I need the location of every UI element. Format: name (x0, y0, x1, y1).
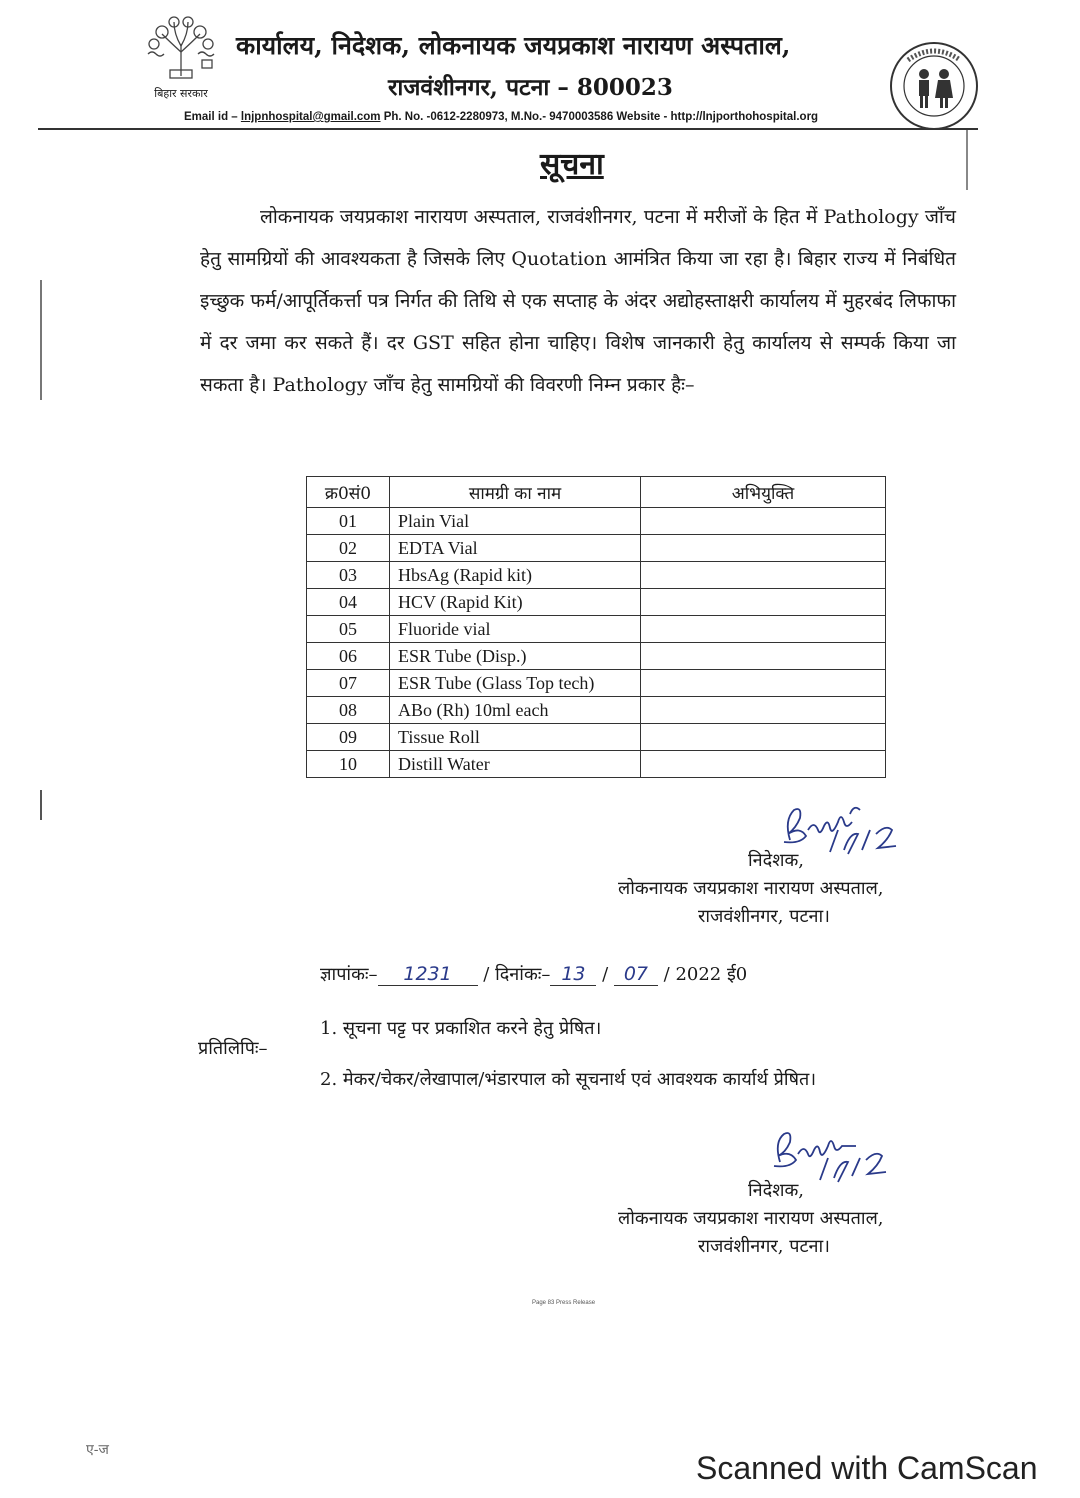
date-year: / 2022 ई0 (663, 964, 748, 985)
signatory-designation-2: निदेशक, (748, 1180, 804, 1201)
cell-remark (641, 535, 886, 562)
cell-item-name: ABo (Rh) 10ml each (390, 697, 641, 724)
cell-serial: 04 (307, 589, 390, 616)
cell-item-name: ESR Tube (Glass Top tech) (390, 670, 641, 697)
ref-label: ज्ञापांकः– (320, 964, 378, 985)
reference-line: ज्ञापांकः– 1231 / दिनांकः– 13 / 07 / 2022 ई0 (320, 963, 748, 985)
national-health-mission-logo-icon (888, 40, 980, 132)
cell-item-name: Distill Water (390, 751, 641, 778)
cell-serial: 03 (307, 562, 390, 589)
camscanner-watermark: Scanned with CamScan (696, 1450, 1038, 1486)
col-header-item-name: सामग्री का नाम (390, 477, 641, 508)
office-title-line2: राजवंशीनगर, पटना – 800023 (388, 74, 673, 101)
scan-edge-mark (40, 790, 42, 820)
signatory-office-1: लोकनायक जयप्रकाश नारायण अस्पताल, (618, 878, 884, 899)
bodhi-tree-emblem-icon (140, 14, 222, 84)
email-link[interactable]: lnjpnhospital@gmail.com (240, 111, 381, 123)
cell-item-name: EDTA Vial (390, 535, 641, 562)
table-header-row (307, 477, 886, 508)
date-month: 07 (614, 963, 658, 986)
cell-item-name: Plain Vial (390, 508, 641, 535)
signatory-designation-1: निदेशक, (748, 850, 804, 871)
contact-line (184, 111, 818, 123)
items-table (306, 476, 886, 778)
contact-details: Ph. No. -0612-2280973, M.No.- 9470003586 Website - http://lnjporthohospital.org (380, 111, 819, 123)
cell-remark (641, 697, 886, 724)
col-header-remark: अभियुक्ति (641, 477, 886, 508)
cell-item-name: Fluoride vial (390, 616, 641, 643)
date-label: / दिनांकः– (483, 964, 551, 985)
table-row (307, 670, 886, 697)
signatory-city-1: राजवंशीनगर, पटना। (698, 906, 830, 927)
header-divider (38, 128, 978, 130)
table-row (307, 562, 886, 589)
copy-to-label: प्रतिलिपिः– (198, 1038, 268, 1059)
signatory-city-2: राजवंशीनगर, पटना। (698, 1236, 830, 1257)
cell-remark (641, 562, 886, 589)
cell-remark (641, 508, 886, 535)
signatory-office-2: लोकनायक जयप्रकाश नारायण अस्पताल, (618, 1208, 884, 1229)
copy-to-item-1: 1. सूचना पट्ट पर प्रकाशित करने हेतु प्रेषित। (320, 1018, 602, 1039)
cell-serial: 08 (307, 697, 390, 724)
scan-corner-mark: ए-ज (86, 1442, 109, 1458)
cell-remark (641, 616, 886, 643)
bihar-government-label: बिहार सरकार (154, 87, 208, 100)
scan-edge-mark (40, 280, 42, 400)
cell-item-name: HbsAg (Rapid kit) (390, 562, 641, 589)
cell-serial: 10 (307, 751, 390, 778)
office-title-line1: कार्यालय, निदेशक, लोकनायक जयप्रकाश नारायण अस्पताल, (236, 31, 791, 60)
cell-item-name: ESR Tube (Disp.) (390, 643, 641, 670)
notice-title: सूचना (540, 147, 604, 182)
table-row (307, 724, 886, 751)
date-day: 13 (550, 963, 596, 986)
cell-remark (641, 670, 886, 697)
cell-serial: 07 (307, 670, 390, 697)
table-row (307, 508, 886, 535)
cell-remark (641, 589, 886, 616)
cell-serial: 02 (307, 535, 390, 562)
table-row (307, 589, 886, 616)
cell-remark (641, 751, 886, 778)
page-footer-note: Page 83 Press Release (532, 1300, 596, 1306)
table-row (307, 616, 886, 643)
notice-paragraph-text: लोकनायक जयप्रकाश नारायण अस्पताल, राजवंशीनगर, पटना में मरीजों के हित में Pathology जाँच हेतु सामग्रियों की आवश्यकता है जिसके लिए Quotation आमंत्रित किया जा रहा है। बिहार राज्य में निबंधित इच्छुक फर्म/आपूर्तिकर्त्ता पत्र निर्गत की तिथि से एक सप्ताह के अंदर अद्योहस्ताक्षरी कार्यालय में मुहरबंद लिफाफा में दर जमा कर सकते हैं। दर GST सहित होना चाहिए। विशेष जानकारी हेतु कार्यालय से सम्पर्क किया जा सकता है। Pathology जाँच हेतु सामग्रियों की विवरणी निम्न प्रकार हैः– (200, 206, 956, 396)
table-row (307, 535, 886, 562)
cell-item-name: Tissue Roll (390, 724, 641, 751)
notice-paragraph (200, 196, 956, 406)
col-header-serial: क्र0सं0 (307, 477, 390, 508)
cell-item-name: HCV (Rapid Kit) (390, 589, 641, 616)
cell-serial: 05 (307, 616, 390, 643)
table-row (307, 643, 886, 670)
cell-serial: 06 (307, 643, 390, 670)
table-row (307, 751, 886, 778)
cell-remark (641, 724, 886, 751)
contact-prefix: Email id – (184, 111, 241, 123)
scan-edge-mark (966, 130, 968, 190)
cell-remark (641, 643, 886, 670)
nhm-logo (888, 40, 980, 132)
ref-number: 1231 (378, 963, 478, 986)
copy-to-item-2: 2. मेकर/चेकर/लेखापाल/भंडारपाल को सूचनार्थ एवं आवश्यक कार्यार्थ प्रेषित। (320, 1069, 817, 1090)
cell-serial: 09 (307, 724, 390, 751)
table-row (307, 697, 886, 724)
cell-serial: 01 (307, 508, 390, 535)
